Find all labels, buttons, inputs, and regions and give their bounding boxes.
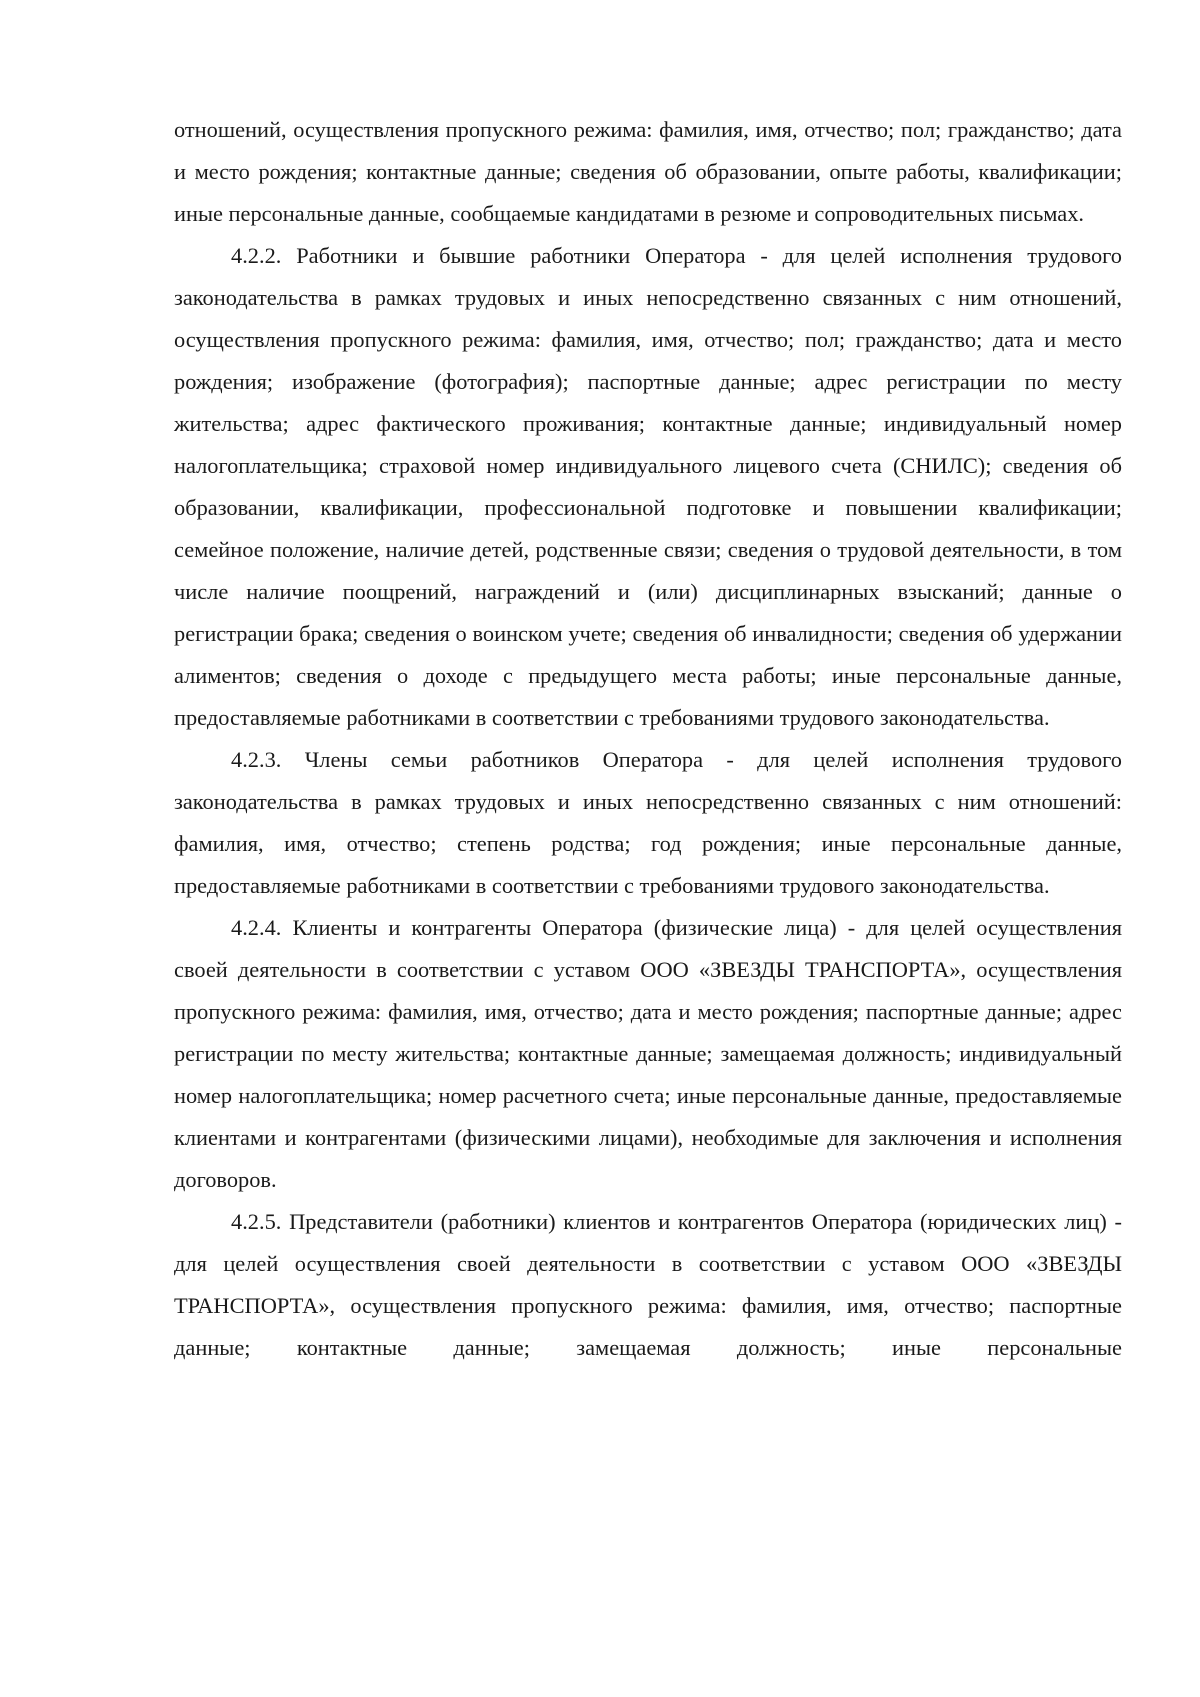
document-page — [174, 109, 1122, 1369]
paragraph-continuation: отношений, осуществления пропускного режима: фамилия, имя, отчество; пол; гражданство; дата и место рождения; контактные данные; сведения об образовании, опыте работы, квалификации; иные персональные данные, сообщаемые кандидатами в резюме и сопроводительных письмах. — [174, 117, 1122, 226]
paragraph-4-2-5: 4.2.5. Представители (работники) клиентов и контрагентов Оператора (юридических лиц) - для целей осуществления своей деятельности в соответствии с уставом ООО «ЗВЕЗДЫ ТРАНСПОРТА», осуществления пропускного режима: фамилия, имя, отчество; паспортные данные; контактные данные; замещаемая должность; иные персональные — [174, 1209, 1122, 1360]
paragraph-4-2-2: 4.2.2. Работники и бывшие работники Оператора - для целей исполнения трудового законодательства в рамках трудовых и иных непосредственно связанных с ним отношений, осуществления пропускного режима: фамилия, имя, отчество; пол; гражданство; дата и место рождения; изображение (фотография); паспортные данные; адрес регистрации по месту жительства; адрес фактического проживания; контактные данные; индивидуальный номер налогоплательщика; страховой номер индивидуального лицевого счета (СНИЛС); сведения об образовании, квалификации, профессиональной подготовке и повышении квалификации; семейное положение, наличие детей, родственные связи; сведения о трудовой деятельности, в том числе наличие поощрений, награждений и (или) дисциплинарных взысканий; данные о регистрации брака; сведения о воинском учете; сведения об инвалидности; сведения об удержании алиментов; сведения о доходе с предыдущего места работы; иные персональные данные, предоставляемые работниками в соответствии с требованиями трудового законодательства. — [174, 243, 1122, 730]
paragraph-4-2-3: 4.2.3. Члены семьи работников Оператора - для целей исполнения трудового законодательства в рамках трудовых и иных непосредственно связанных с ним отношений: фамилия, имя, отчество; степень родства; год рождения; иные персональные данные, предоставляемые работниками в соответствии с требованиями трудового законодательства. — [174, 747, 1122, 898]
paragraph-4-2-4: 4.2.4. Клиенты и контрагенты Оператора (физические лица) - для целей осуществления своей деятельности в соответствии с уставом ООО «ЗВЕЗДЫ ТРАНСПОРТА», осуществления пропускного режима: фамилия, имя, отчество; дата и место рождения; паспортные данные; адрес регистрации по месту жительства; контактные данные; замещаемая должность; индивидуальный номер налогоплательщика; номер расчетного счета; иные персональные данные, предоставляемые клиентами и контрагентами (физическими лицами), необходимые для заключения и исполнения договоров. — [174, 915, 1122, 1192]
